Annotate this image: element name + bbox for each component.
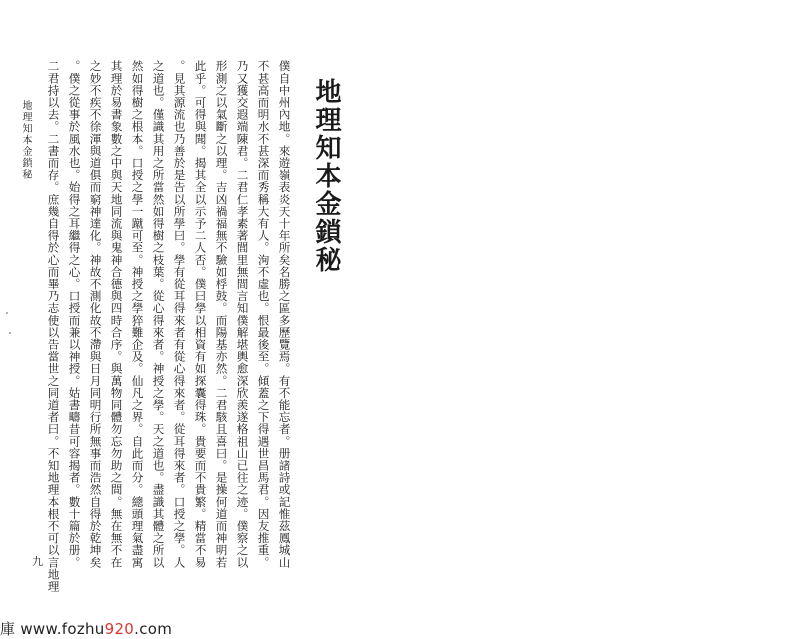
text-column: 不甚高而明水不甚深而秀稱大有人。洵不虛也。恨最後至。傾蓋之下得遇世昌馬君。因友推重。 [256,60,271,569]
text-column: 。僕之從事於風水也。始得之耳繼得之心。口授而兼以神授。姑書疇昔可容揭者。數十篇於册。 [67,60,82,569]
watermark-number: 920 [104,620,135,638]
text-column: 二君持以去。二書而存。庶幾自得於心而畢乃志使以告當世之同道者曰。不知地理本根不可以言地理 [46,60,61,593]
chapter-title: 地理知本金鎖秘 [311,78,341,274]
text-column: 。見其源流也乃善於是告以所學曰。學有從耳得來者有從心得來者。從耳得來者。口授之學。人 [172,60,187,569]
text-column: 僕自中州內地。來遊嶺表炎天十年所矣名勝之區多歷覽焉。有不能忘者。册諸詩或記惟茲鳳城山 [277,60,292,569]
running-title: 地理知本金鎖秘 [20,100,31,181]
text-column: 之道也。僅識其用之所當然如得樹之枝葉。從心得來者。神授之學。天之道也。盡識其體之所以 [151,60,166,569]
text-column: 其理於易書象數之中與天地同流與鬼神合德與四時合序。與萬物同體勿忘勿助之間。無在無不在 [109,60,124,569]
watermark-suffix: .com [134,620,173,638]
scan-speck [6,312,8,314]
text-column: 此乎。可得與聞。揭其全以示予二人否。僕曰學以相資有如探囊得珠。貴要而不貴繁。精當不易 [193,60,208,569]
text-column: 乃又獲交遐端陳君。二君仁孝素著閭里無間言知僕解堪輿愈深欣羨遂格祖山已往之迹。僕察之以 [235,60,250,569]
text-column: 形測之以氣斷之以理。吉凶禍福無不驗如桴鼓。而陽基亦然。二君駭且喜曰。是操何道而神明若 [214,60,229,569]
scan-speck [9,332,11,334]
page-number: 九 [32,555,43,568]
watermark-prefix: 庫 www.fozhu [0,620,105,638]
text-column: 然如得樹之根本。口授之學一蹴可至。神授之學猝難企及。仙凡之界。自此而分。總頭理氣盡寓 [130,60,145,569]
text-column: 之妙不疾不徐渾與道俱而窮神達化。神故不測化故不滯與日月同明行所無事而浩然自得於乾坤矣 [88,60,103,569]
